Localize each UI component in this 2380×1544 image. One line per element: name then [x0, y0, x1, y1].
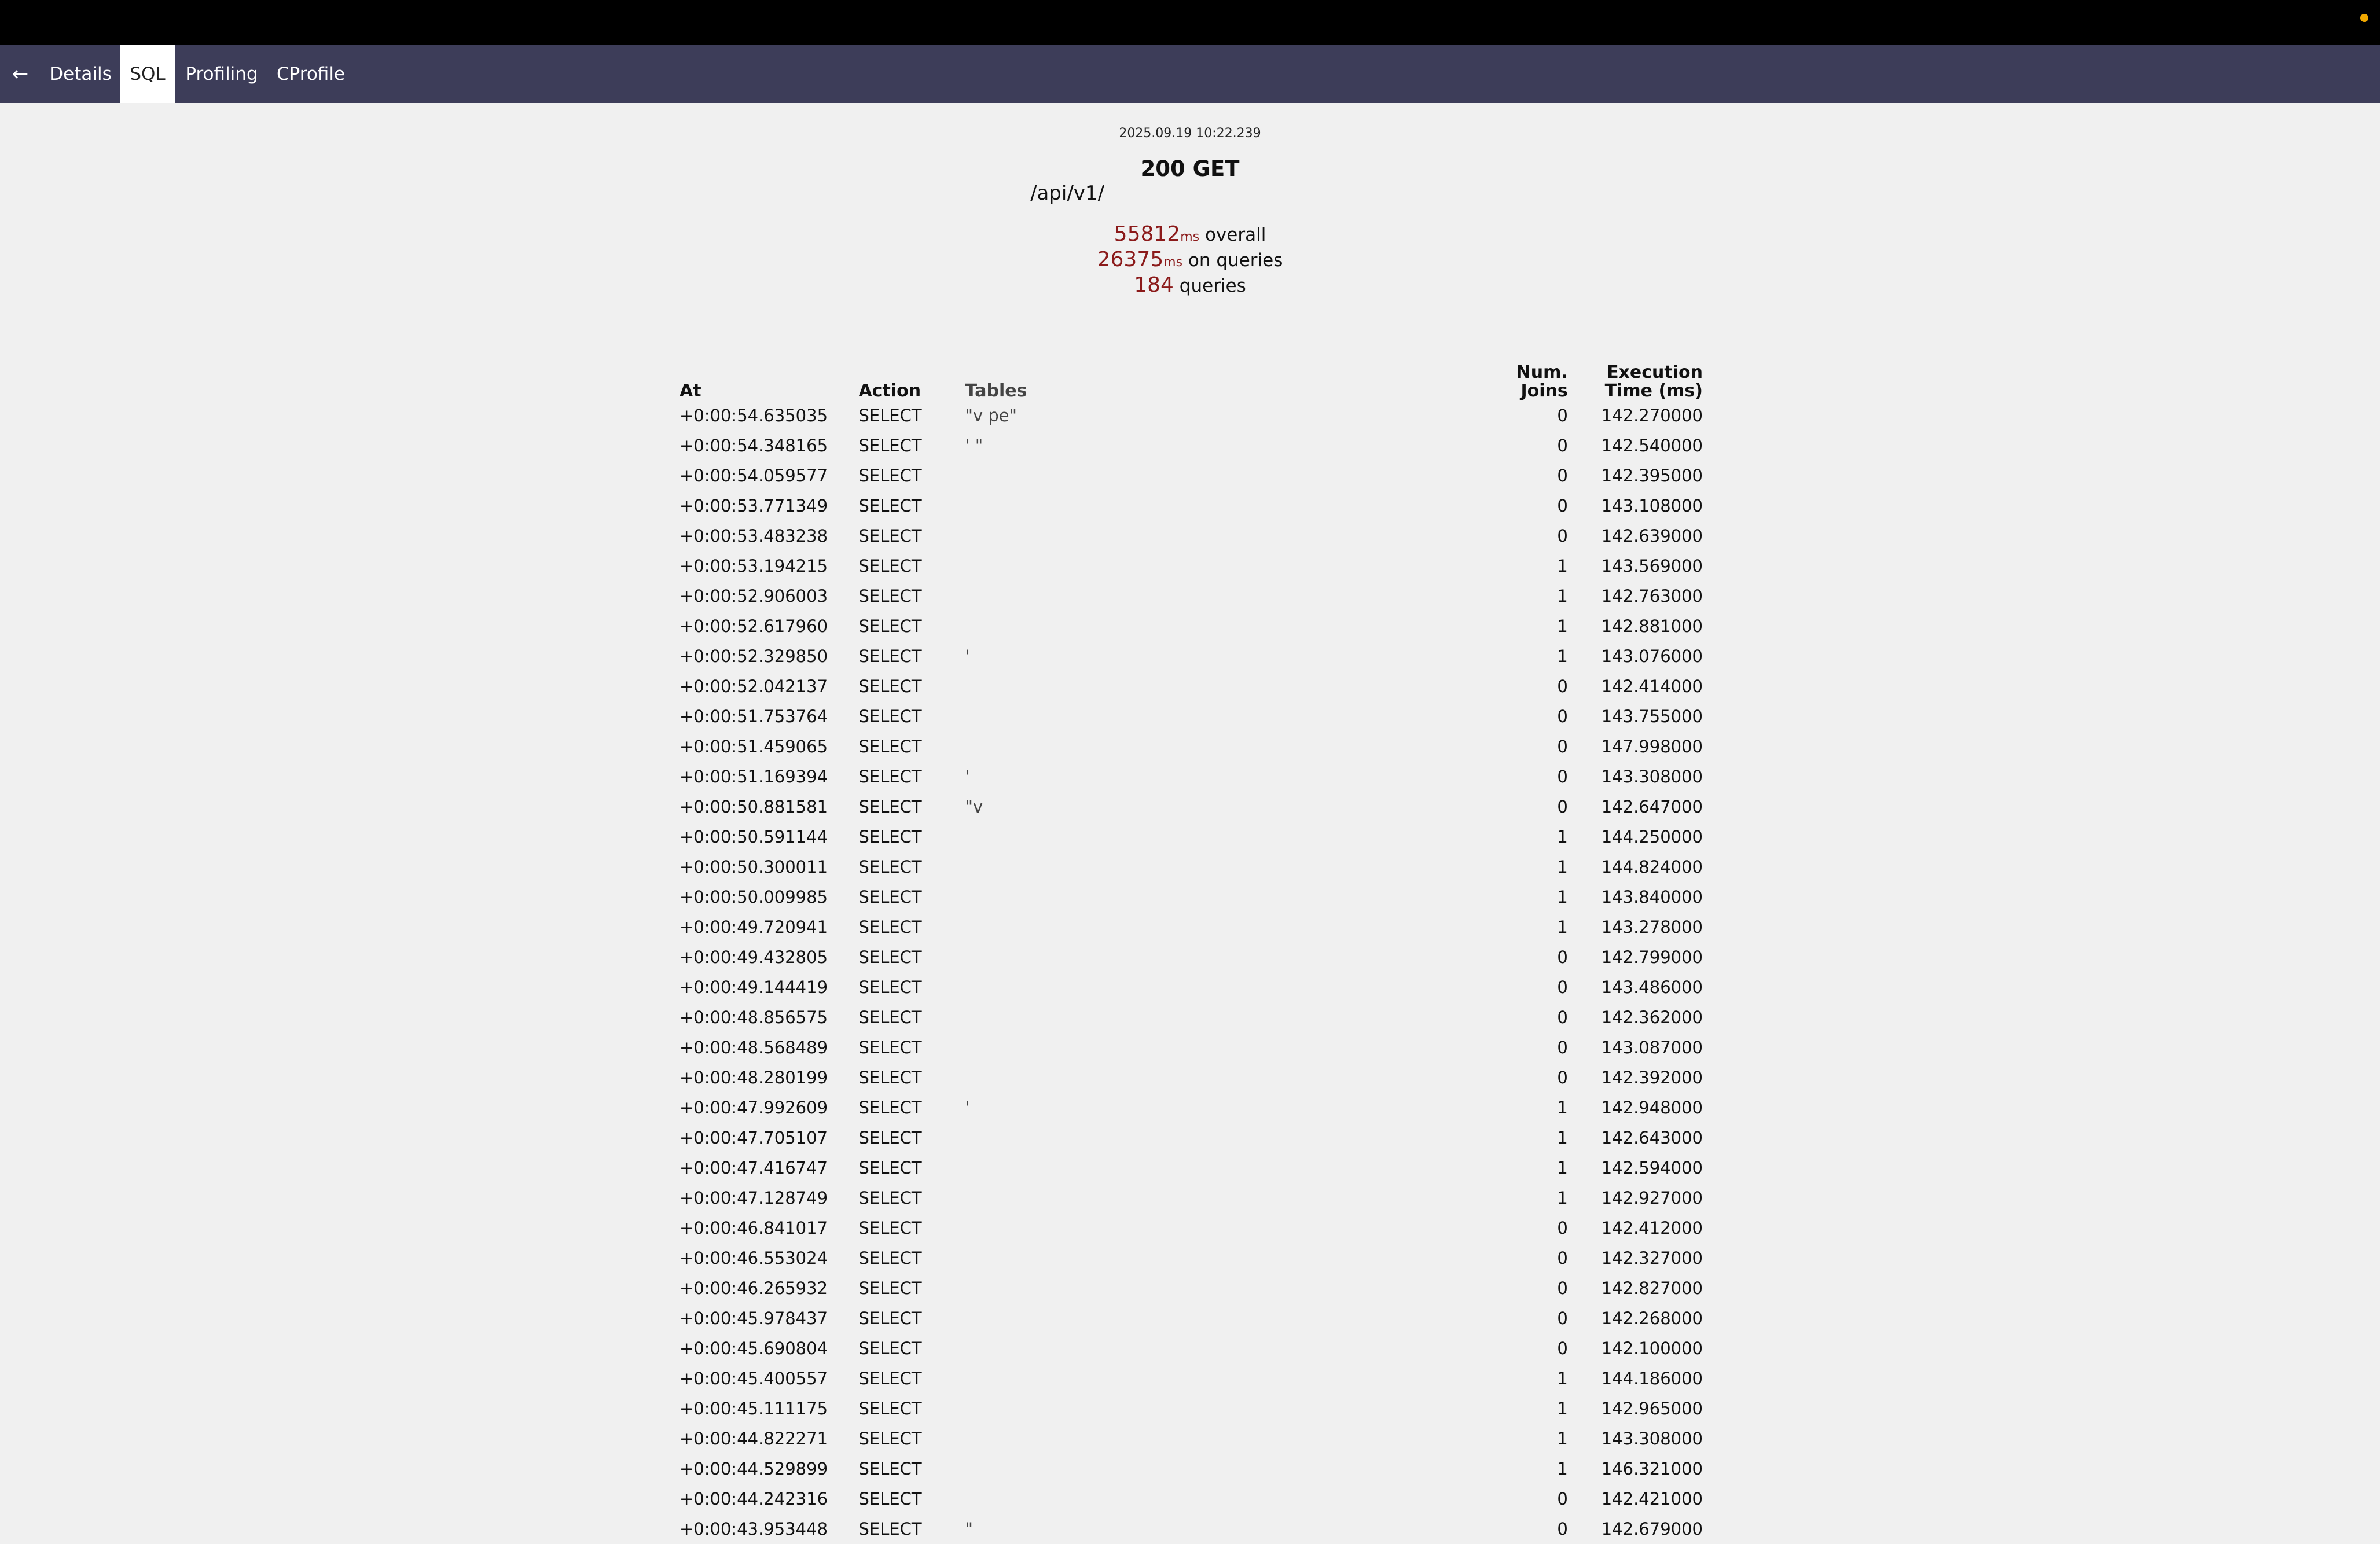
table-row[interactable]: [676, 972, 1706, 1002]
cell-exec-time: 142.392000: [1601, 1068, 1703, 1087]
table-row[interactable]: [676, 1273, 1706, 1303]
cell-exec-time: 146.321000: [1601, 1459, 1703, 1479]
cell-exec-time: 143.308000: [1601, 1429, 1703, 1449]
cell-exec-time: 143.087000: [1601, 1038, 1703, 1057]
cell-exec-time: 142.965000: [1601, 1399, 1703, 1418]
queries-count: [0, 273, 2380, 297]
cell-tables: [962, 461, 1474, 491]
cell-action: SELECT: [858, 496, 922, 516]
cell-action: SELECT: [858, 977, 922, 997]
cell-tables: [962, 1394, 1474, 1424]
cell-tables: [962, 1243, 1474, 1273]
cell-action: SELECT: [858, 1068, 922, 1087]
cell-tables: [962, 1333, 1474, 1363]
cell-exec-time: 142.540000: [1601, 436, 1703, 455]
cell-at: +0:00:54.059577: [680, 466, 828, 486]
cell-exec-time: 142.421000: [1601, 1489, 1703, 1509]
table-row[interactable]: [676, 551, 1706, 581]
cell-tables: [962, 521, 1474, 551]
table-header-row: [676, 356, 1706, 400]
table-row[interactable]: [676, 431, 1706, 461]
cell-exec-time: 144.824000: [1601, 857, 1703, 877]
cell-exec-time: 142.881000: [1601, 616, 1703, 636]
cell-action: SELECT: [858, 406, 922, 425]
cell-at: +0:00:49.720941: [680, 917, 828, 937]
cell-tables: ': [965, 646, 970, 666]
table-row[interactable]: [676, 581, 1706, 611]
cell-action: SELECT: [858, 947, 922, 967]
cell-action: SELECT: [858, 827, 922, 847]
table-row[interactable]: [676, 1032, 1706, 1063]
cell-at: +0:00:44.822271: [680, 1429, 828, 1449]
cell-tables: [962, 1213, 1474, 1243]
cell-num-joins: 1: [1557, 646, 1568, 666]
header-num-joins-line1: Num.: [1516, 362, 1568, 383]
cell-exec-time: 142.594000: [1601, 1158, 1703, 1178]
table-row[interactable]: [676, 491, 1706, 521]
cell-at: +0:00:51.169394: [680, 767, 828, 786]
cell-tables: [962, 1273, 1474, 1303]
cell-exec-time: 143.755000: [1601, 707, 1703, 726]
tab-profiling[interactable]: Profiling: [185, 64, 258, 84]
cell-exec-time: 143.569000: [1601, 556, 1703, 576]
cell-exec-time: 142.799000: [1601, 947, 1703, 967]
cell-action: SELECT: [858, 1248, 922, 1268]
cell-action: SELECT: [858, 1188, 922, 1208]
table-row[interactable]: [676, 611, 1706, 641]
queries-time-unit: ms: [1163, 255, 1183, 270]
cell-at: +0:00:53.771349: [680, 496, 828, 516]
table-row[interactable]: [676, 912, 1706, 942]
cell-action: SELECT: [858, 1038, 922, 1057]
table-row[interactable]: [676, 1183, 1706, 1213]
cell-action: SELECT: [858, 526, 922, 546]
cell-tables: "v pe": [965, 406, 1017, 425]
cell-at: +0:00:46.553024: [680, 1248, 828, 1268]
cell-num-joins: 1: [1557, 1188, 1568, 1208]
cell-action: SELECT: [858, 616, 922, 636]
table-row[interactable]: [676, 641, 1706, 671]
cell-num-joins: 0: [1557, 1038, 1568, 1057]
cell-exec-time: 142.639000: [1601, 526, 1703, 546]
table-row[interactable]: [676, 1394, 1706, 1424]
cell-at: +0:00:52.329850: [680, 646, 828, 666]
cell-num-joins: 1: [1557, 887, 1568, 907]
cell-exec-time: 142.268000: [1601, 1308, 1703, 1328]
tab-cprofile[interactable]: CProfile: [276, 64, 346, 84]
cell-action: SELECT: [858, 767, 922, 786]
cell-tables: ": [965, 1519, 973, 1539]
table-row[interactable]: [676, 1303, 1706, 1333]
cell-num-joins: 0: [1557, 406, 1568, 425]
cell-num-joins: 0: [1557, 1308, 1568, 1328]
cell-tables: [962, 731, 1474, 762]
cell-num-joins: 0: [1557, 436, 1568, 455]
cell-num-joins: 0: [1557, 767, 1568, 786]
cell-at: +0:00:45.978437: [680, 1308, 828, 1328]
cell-at: +0:00:43.953448: [680, 1519, 828, 1539]
cell-action: SELECT: [858, 1098, 922, 1117]
queries-time-label: on queries: [1188, 250, 1283, 271]
table-row[interactable]: [676, 1363, 1706, 1394]
cell-at: +0:00:54.635035: [680, 406, 828, 425]
table-row[interactable]: [676, 852, 1706, 882]
cell-tables: [962, 1123, 1474, 1153]
cell-at: +0:00:46.265932: [680, 1278, 828, 1298]
cell-exec-time: 143.076000: [1601, 646, 1703, 666]
header-num-joins-line2: Joins: [1520, 381, 1568, 401]
cell-num-joins: 1: [1557, 1158, 1568, 1178]
cell-num-joins: 0: [1557, 977, 1568, 997]
cell-action: SELECT: [858, 737, 922, 756]
cell-num-joins: 0: [1557, 526, 1568, 546]
cell-num-joins: 1: [1557, 616, 1568, 636]
cell-exec-time: 142.679000: [1601, 1519, 1703, 1539]
cell-exec-time: 143.840000: [1601, 887, 1703, 907]
cell-tables: ': [965, 767, 970, 786]
cell-tables: [962, 551, 1474, 581]
cell-tables: [962, 581, 1474, 611]
cell-num-joins: 0: [1557, 466, 1568, 486]
cell-action: SELECT: [858, 1489, 922, 1509]
cell-num-joins: 0: [1557, 1278, 1568, 1298]
cell-num-joins: 0: [1557, 797, 1568, 817]
cell-at: +0:00:48.280199: [680, 1068, 828, 1087]
queries-count-value: 184: [1134, 273, 1174, 297]
cell-at: +0:00:49.144419: [680, 977, 828, 997]
cell-tables: [962, 1484, 1474, 1514]
cell-action: SELECT: [858, 1399, 922, 1418]
table-row[interactable]: [676, 731, 1706, 762]
tab-sql[interactable]: SQL: [120, 45, 175, 103]
cell-action: SELECT: [858, 1008, 922, 1027]
cell-tables: [962, 1363, 1474, 1394]
cell-exec-time: 142.412000: [1601, 1218, 1703, 1238]
request-url: /api/v1/: [1030, 182, 1104, 205]
cell-num-joins: 0: [1557, 677, 1568, 696]
cell-at: +0:00:50.009985: [680, 887, 828, 907]
cell-at: +0:00:50.591144: [680, 827, 828, 847]
table-row[interactable]: [676, 1213, 1706, 1243]
cell-num-joins: 1: [1557, 917, 1568, 937]
cell-exec-time: 142.763000: [1601, 586, 1703, 606]
table-row[interactable]: [676, 1123, 1706, 1153]
cell-exec-time: 144.250000: [1601, 827, 1703, 847]
queries-time: [0, 248, 2380, 271]
cell-action: SELECT: [858, 646, 922, 666]
cell-exec-time: 143.486000: [1601, 977, 1703, 997]
table-row[interactable]: [676, 400, 1706, 431]
tab-details[interactable]: Details: [49, 64, 112, 84]
cell-tables: [962, 1303, 1474, 1333]
cell-action: SELECT: [858, 1158, 922, 1178]
header-num-joins: [1474, 356, 1571, 400]
cell-at: +0:00:52.617960: [680, 616, 828, 636]
cell-num-joins: 0: [1557, 496, 1568, 516]
cell-action: SELECT: [858, 556, 922, 576]
cell-exec-time: 142.643000: [1601, 1128, 1703, 1148]
header-action: Action: [858, 381, 921, 401]
cell-action: SELECT: [858, 1128, 922, 1148]
cell-at: +0:00:44.529899: [680, 1459, 828, 1479]
cell-num-joins: 1: [1557, 1128, 1568, 1148]
overall-time: [0, 222, 2380, 246]
table-row[interactable]: [676, 521, 1706, 551]
cell-tables: [962, 671, 1474, 701]
cell-exec-time: 142.647000: [1601, 797, 1703, 817]
table-row[interactable]: [676, 1093, 1706, 1123]
table-body: [676, 400, 1706, 1544]
cell-num-joins: 1: [1557, 857, 1568, 877]
cell-num-joins: 0: [1557, 1519, 1568, 1539]
header-tables: Tables: [965, 381, 1027, 401]
cell-num-joins: 1: [1557, 586, 1568, 606]
overall-time-unit: ms: [1180, 230, 1200, 244]
table-row[interactable]: [676, 1333, 1706, 1363]
table-row[interactable]: [676, 1063, 1706, 1093]
cell-action: SELECT: [858, 1429, 922, 1449]
cell-action: SELECT: [858, 466, 922, 486]
cell-action: SELECT: [858, 436, 922, 455]
top-bar: [0, 0, 2380, 45]
cell-tables: [962, 1454, 1474, 1484]
cell-at: +0:00:51.753764: [680, 707, 828, 726]
sql-queries-table: [676, 356, 1706, 1544]
cell-num-joins: 0: [1557, 1339, 1568, 1358]
cell-num-joins: 0: [1557, 737, 1568, 756]
header-exec-time-line1: Execution: [1607, 362, 1703, 383]
cell-action: SELECT: [858, 917, 922, 937]
cell-exec-time: 142.362000: [1601, 1008, 1703, 1027]
cell-exec-time: 142.327000: [1601, 1248, 1703, 1268]
cell-exec-time: 142.414000: [1601, 677, 1703, 696]
cell-at: +0:00:46.841017: [680, 1218, 828, 1238]
cell-num-joins: 1: [1557, 1369, 1568, 1388]
cell-action: SELECT: [858, 707, 922, 726]
cell-exec-time: 147.998000: [1601, 737, 1703, 756]
cell-action: SELECT: [858, 1459, 922, 1479]
cell-at: +0:00:50.300011: [680, 857, 828, 877]
cell-num-joins: 1: [1557, 1429, 1568, 1449]
queries-count-label: queries: [1179, 275, 1246, 296]
cell-tables: [962, 852, 1474, 882]
cell-tables: ' ": [965, 436, 983, 455]
cell-tables: [962, 491, 1474, 521]
cell-at: +0:00:45.400557: [680, 1369, 828, 1388]
cell-num-joins: 0: [1557, 1218, 1568, 1238]
cell-action: SELECT: [858, 1278, 922, 1298]
cell-at: +0:00:47.992609: [680, 1098, 828, 1117]
cell-num-joins: 1: [1557, 556, 1568, 576]
cell-action: SELECT: [858, 857, 922, 877]
cell-exec-time: 142.100000: [1601, 1339, 1703, 1358]
cell-at: +0:00:53.194215: [680, 556, 828, 576]
cell-num-joins: 1: [1557, 1098, 1568, 1117]
cell-tables: [962, 942, 1474, 972]
cell-at: +0:00:47.416747: [680, 1158, 828, 1178]
table-row[interactable]: [676, 792, 1706, 822]
cell-at: +0:00:47.128749: [680, 1188, 828, 1208]
header-exec-time: [1571, 356, 1706, 400]
table-row[interactable]: [676, 1153, 1706, 1183]
cell-num-joins: 0: [1557, 707, 1568, 726]
cell-at: +0:00:51.459065: [680, 737, 828, 756]
table-row[interactable]: [676, 1514, 1706, 1544]
cell-num-joins: 1: [1557, 1459, 1568, 1479]
cell-num-joins: 0: [1557, 1068, 1568, 1087]
cell-exec-time: 143.108000: [1601, 496, 1703, 516]
cell-action: SELECT: [858, 887, 922, 907]
cell-at: +0:00:44.242316: [680, 1489, 828, 1509]
cell-action: SELECT: [858, 677, 922, 696]
cell-at: +0:00:48.568489: [680, 1038, 828, 1057]
cell-at: +0:00:45.690804: [680, 1339, 828, 1358]
cell-at: +0:00:50.881581: [680, 797, 828, 817]
cell-at: +0:00:54.348165: [680, 436, 828, 455]
cell-num-joins: 1: [1557, 827, 1568, 847]
cell-at: +0:00:52.906003: [680, 586, 828, 606]
back-arrow-icon[interactable]: ←: [12, 63, 29, 86]
tab-nav: [0, 45, 2380, 103]
cell-action: SELECT: [858, 1339, 922, 1358]
table-row[interactable]: [676, 942, 1706, 972]
cell-at: +0:00:49.432805: [680, 947, 828, 967]
cell-exec-time: 142.395000: [1601, 466, 1703, 486]
cell-action: SELECT: [858, 1369, 922, 1388]
cell-num-joins: 0: [1557, 947, 1568, 967]
cell-num-joins: 0: [1557, 1008, 1568, 1027]
header-exec-time-line2: Time (ms): [1604, 381, 1703, 401]
cell-action: SELECT: [858, 1218, 922, 1238]
sql-table-container: [676, 356, 1706, 1544]
cell-tables: [962, 1183, 1474, 1213]
cell-action: SELECT: [858, 797, 922, 817]
cell-tables: [962, 1063, 1474, 1093]
overall-time-label: overall: [1204, 225, 1266, 245]
cell-num-joins: 0: [1557, 1489, 1568, 1509]
table-row[interactable]: [676, 701, 1706, 731]
cell-tables: [962, 1002, 1474, 1032]
cell-tables: [962, 1153, 1474, 1183]
cell-exec-time: 143.278000: [1601, 917, 1703, 937]
table-row[interactable]: [676, 882, 1706, 912]
cell-exec-time: 142.270000: [1601, 406, 1703, 425]
cell-at: +0:00:47.705107: [680, 1128, 828, 1148]
queries-time-value: 26375: [1097, 248, 1164, 271]
table-row[interactable]: [676, 1424, 1706, 1454]
cell-action: SELECT: [858, 1519, 922, 1539]
cell-tables: [962, 912, 1474, 942]
table-row[interactable]: [676, 671, 1706, 701]
cell-at: +0:00:48.856575: [680, 1008, 828, 1027]
table-row[interactable]: [676, 1002, 1706, 1032]
table-row[interactable]: [676, 762, 1706, 792]
table-row[interactable]: [676, 1454, 1706, 1484]
cell-tables: [962, 1424, 1474, 1454]
cell-exec-time: 142.927000: [1601, 1188, 1703, 1208]
cell-exec-time: 143.308000: [1601, 767, 1703, 786]
cell-tables: "v: [965, 797, 983, 817]
table-row[interactable]: [676, 1243, 1706, 1273]
cell-tables: ': [965, 1098, 970, 1117]
cell-at: +0:00:45.111175: [680, 1399, 828, 1418]
cell-at: +0:00:52.042137: [680, 677, 828, 696]
overall-time-value: 55812: [1114, 222, 1181, 246]
cell-action: SELECT: [858, 1308, 922, 1328]
cell-tables: [962, 882, 1474, 912]
cell-tables: [962, 972, 1474, 1002]
cell-num-joins: 1: [1557, 1399, 1568, 1418]
request-timestamp: 2025.09.19 10:22.239: [1119, 126, 1261, 141]
table-row[interactable]: [676, 461, 1706, 491]
cell-exec-time: 144.186000: [1601, 1369, 1703, 1388]
cell-action: SELECT: [858, 586, 922, 606]
cell-exec-time: 142.948000: [1601, 1098, 1703, 1117]
status-dot-icon: [2360, 14, 2368, 22]
header-at: At: [680, 381, 701, 401]
cell-exec-time: 142.827000: [1601, 1278, 1703, 1298]
status-method: 200 GET: [1140, 156, 1240, 181]
cell-at: +0:00:53.483238: [680, 526, 828, 546]
cell-tables: [962, 822, 1474, 852]
cell-num-joins: 0: [1557, 1248, 1568, 1268]
cell-tables: [962, 1032, 1474, 1063]
cell-tables: [962, 701, 1474, 731]
table-row[interactable]: [676, 822, 1706, 852]
cell-tables: [962, 611, 1474, 641]
table-row[interactable]: [676, 1484, 1706, 1514]
